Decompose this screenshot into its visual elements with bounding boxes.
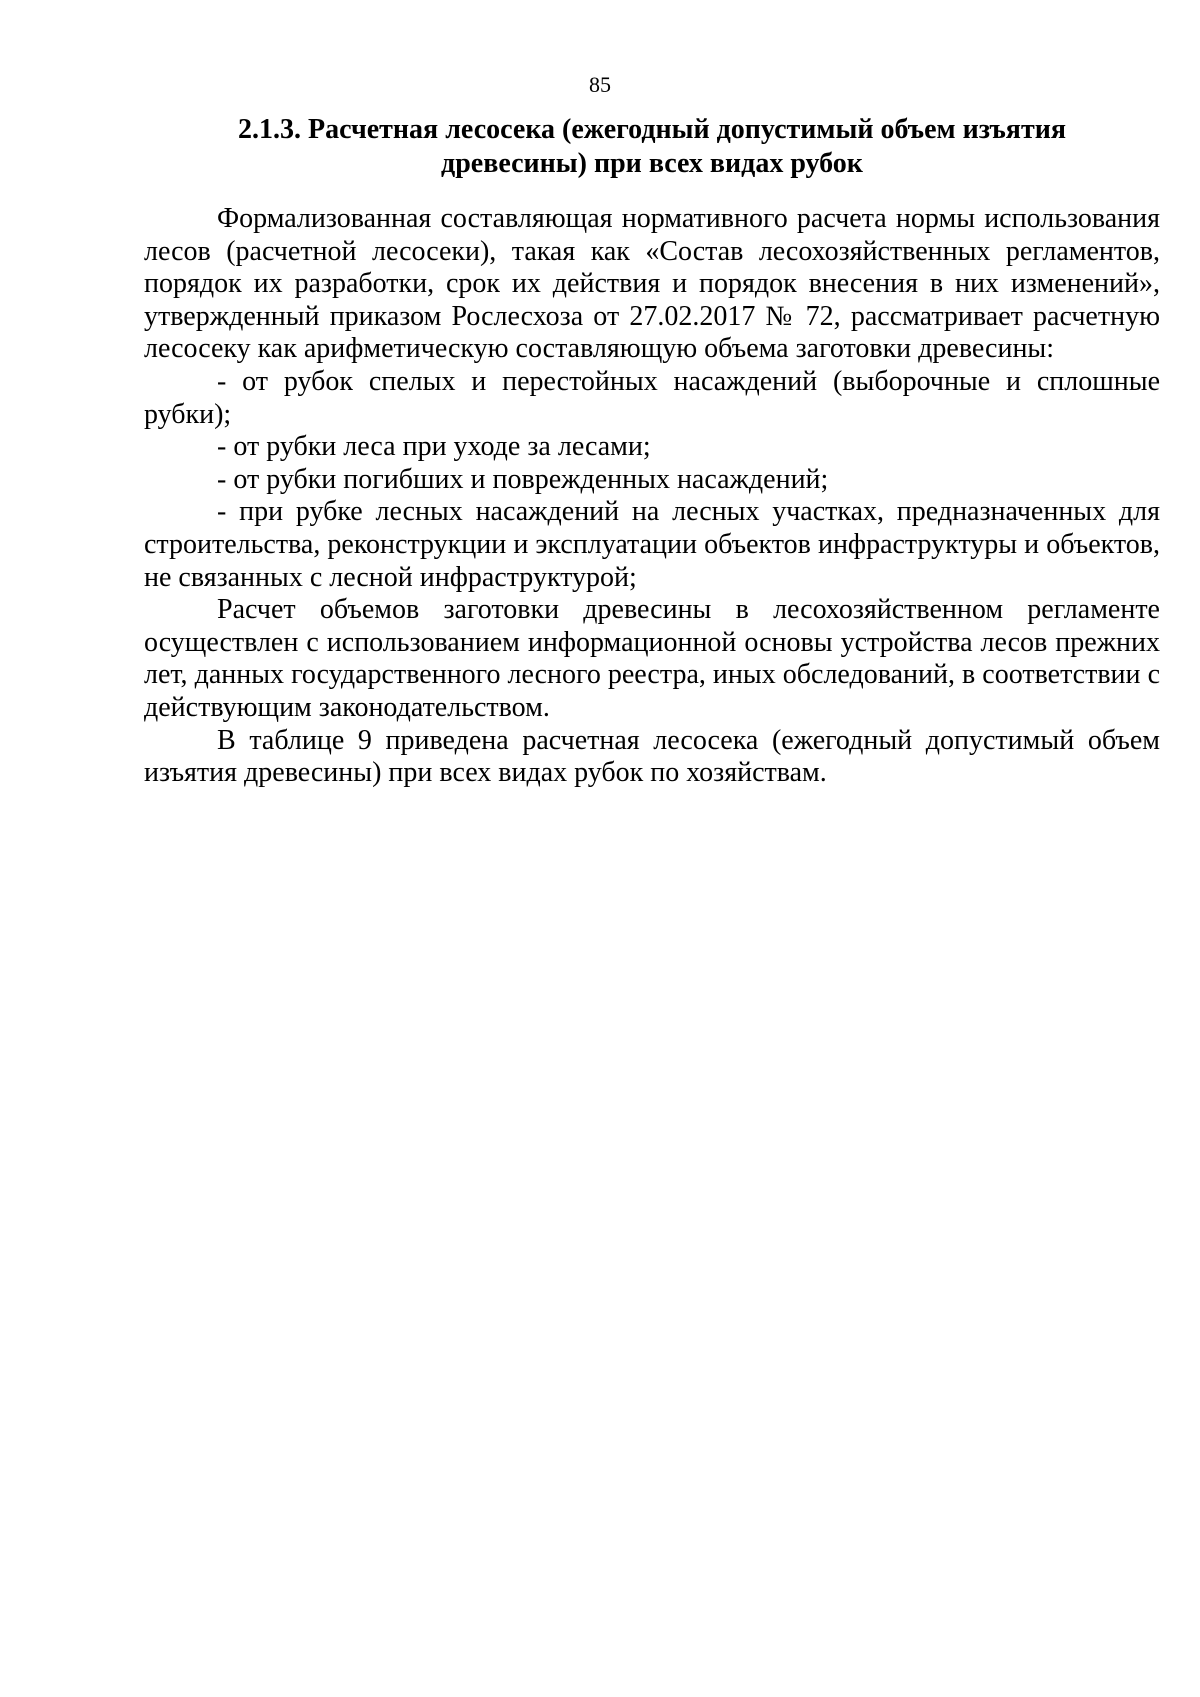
paragraph-intro: Формализованная составляющая нормативного расчета нормы использования лесов (расчетной лесосеки), такая как «Состав лесохозяйственных регламентов, порядок их разработки, срок их действия и порядок внесения в них изменений», утвержденный приказом Рослесхоза от 27.02.2017 № 72, рассматривает расчетную лесосеку как арифметическую составляющую объема заготовки древесины: <box>144 203 1160 365</box>
section-heading <box>144 113 1160 181</box>
section-heading-line-2: древесины) при всех видах рубок <box>441 148 863 179</box>
paragraph-table-reference: В таблице 9 приведена расчетная лесосека (ежегодный допустимый объем изъятия древесины) при всех видах рубок по хозяйствам. <box>144 724 1160 789</box>
section-heading-line-1: 2.1.3. Расчетная лесосека (ежегодный допустимый объем изъятия <box>237 114 1066 145</box>
page-number: 85 <box>589 72 611 97</box>
list-item-mature-stands: - от рубок спелых и перестойных насаждений (выборочные и сплошные рубки); <box>144 365 1160 430</box>
paragraph-calculation: Расчет объемов заготовки древесины в лесохозяйственном регламенте осуществлен с использованием информационной основы устройства лесов прежних лет, данных государственного лесного реестра, иных обследований, в соответствии с действующим законодательством. <box>144 594 1160 723</box>
body-text <box>144 203 1160 790</box>
list-item-infrastructure: - при рубке лесных насаждений на лесных участках, предназначенных для строительства, реконструкции и эксплуатации объектов инфраструктуры и объектов, не связанных с лесной инфраструктурой; <box>144 496 1160 593</box>
list-item-forest-care: - от рубки леса при уходе за лесами; <box>217 431 651 463</box>
list-item-damaged-stands: - от рубки погибших и поврежденных насаждений; <box>217 463 829 495</box>
